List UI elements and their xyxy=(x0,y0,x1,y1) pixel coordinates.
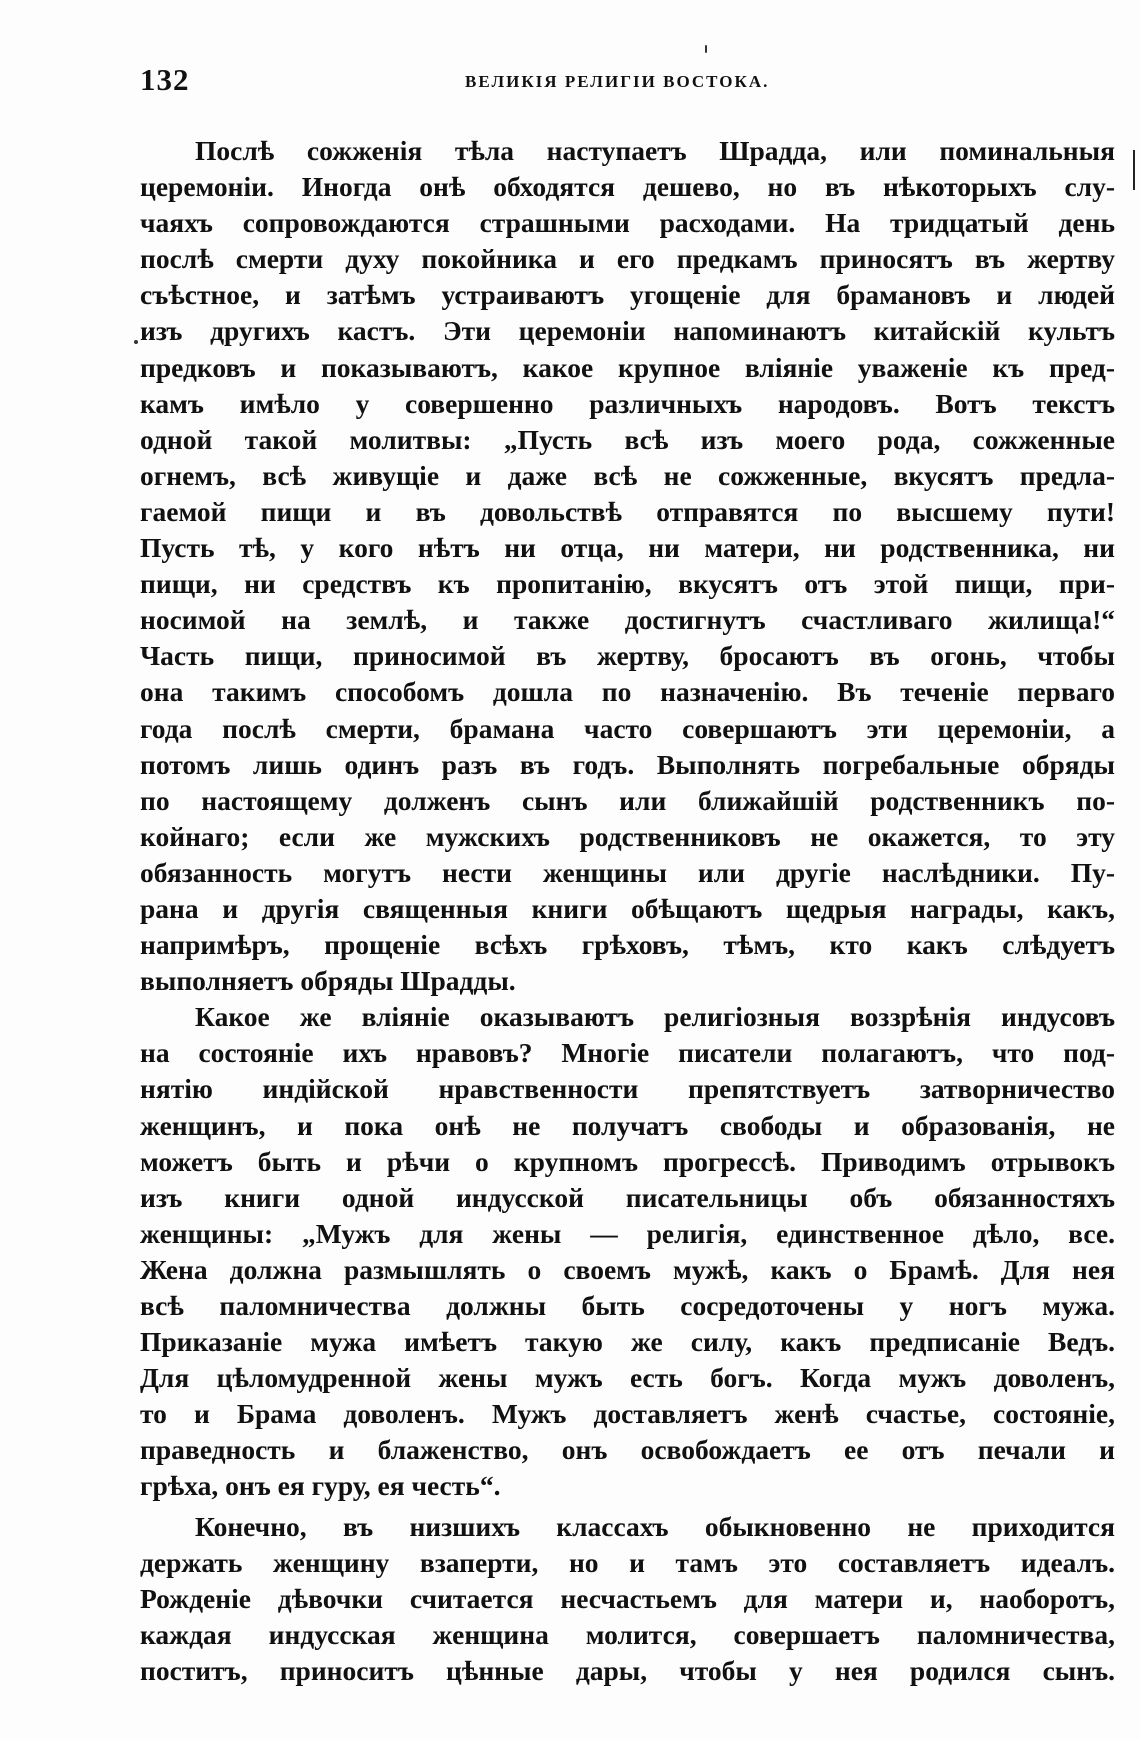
text-line: Рожденіе дѣвочки считается несчастьемъ для матери и, наоборотъ, xyxy=(140,1582,1115,1614)
text-line: женщины: „Мужъ для жены — религія, единственное дѣло, все. xyxy=(140,1217,1115,1249)
margin-rule xyxy=(1133,150,1135,190)
text-line: съѣстное, и затѣмъ устраиваютъ угощеніе для брамановъ и людей xyxy=(140,279,1115,311)
page-header xyxy=(140,62,1120,102)
paragraph-1 xyxy=(140,133,1115,999)
text-line: женщинъ, и пока онѣ не получатъ свободы и образованія, не xyxy=(140,1109,1115,1141)
text-line: Часть пищи, приносимой въ жертву, бросаютъ въ огонь, чтобы xyxy=(140,640,1115,672)
text-line: праведность и блаженство, онъ освобождаетъ ее отъ печали и xyxy=(140,1434,1115,1466)
text-line: изъ другихъ кастъ. Эти церемоніи напоминаютъ китайскій культъ xyxy=(140,315,1115,347)
text-line: то и Брама доволенъ. Мужъ доставляетъ женѣ счастье, состояніе, xyxy=(140,1398,1115,1430)
paragraph-3 xyxy=(140,1509,1115,1689)
text-line: Конечно, въ низшихъ классахъ обыкновенно не приходится xyxy=(195,1510,1115,1542)
text-line: одной такой молитвы: „Пусть всѣ изъ моего рода, сожженные xyxy=(140,423,1115,455)
text-line: можетъ быть и рѣчи о крупномъ прогрессѣ. Приводимъ отрывокъ xyxy=(140,1145,1115,1177)
text-line: по настоящему долженъ сынъ или ближайшій родственникъ по- xyxy=(140,784,1115,816)
text-line: койнаго; если же мужскихъ родственниковъ не окажется, то эту xyxy=(140,820,1115,852)
text-line: Какое же вліяніе оказываютъ религіозныя воззрѣнія индусовъ xyxy=(195,1001,1115,1033)
text-line: она такимъ способомъ дошла по назначенію. Въ теченіе перваго xyxy=(140,676,1115,708)
text-line: огнемъ, всѣ живущіе и даже всѣ не сожженные, вкусятъ предла- xyxy=(140,459,1115,491)
text-line: Приказаніе мужа имѣетъ такую же силу, какъ предписаніе Ведъ. xyxy=(140,1326,1115,1358)
text-line: на состояніе ихъ нравовъ? Многіе писатели полагаютъ, что под- xyxy=(140,1037,1115,1069)
text-line: Жена должна размышлять о своемъ мужѣ, какъ о Брамѣ. Для нея xyxy=(140,1253,1115,1285)
paragraph-2 xyxy=(140,999,1115,1504)
text-line: рана и другія священныя книги обѣщаютъ щедрыя награды, какъ, xyxy=(140,892,1115,924)
running-title: ВЕЛИКІЯ РЕЛИГІИ ВОСТОКА. xyxy=(465,72,770,91)
text-line: изъ книги одной индусской писательницы объ обязанностяхъ xyxy=(140,1181,1115,1213)
text-line: выполняетъ обряды Шрадды. xyxy=(140,965,516,997)
text-line: носимой на землѣ, и также достигнутъ счастливаго жилища!“ xyxy=(140,604,1115,636)
text-line: Пусть тѣ, у кого нѣтъ ни отца, ни матери, ни родственника, ни xyxy=(140,532,1115,564)
text-line: церемоніи. Иногда онѣ обходятся дешево, но въ нѣкоторыхъ слу- xyxy=(140,171,1115,203)
text-line: года послѣ смерти, брамана часто совершаютъ эти церемоніи, а xyxy=(140,712,1115,744)
text-line: потомъ лишь одинъ разъ въ годъ. Выполнять погребальные обряды xyxy=(140,748,1115,780)
text-line: предковъ и показываютъ, какое крупное вліяніе уваженіе къ пред- xyxy=(140,351,1115,383)
text-line: всѣ паломничества должны быть сосредоточены у ногъ мужа. xyxy=(140,1290,1115,1321)
margin-tick xyxy=(705,45,707,53)
text-line: поститъ, приноситъ цѣнные дары, чтобы у нея родился сынъ. xyxy=(140,1654,1115,1686)
body-text xyxy=(140,133,1115,1689)
text-line: чаяхъ сопровождаются страшными расходами. На тридцатый день xyxy=(140,207,1115,239)
text-line: грѣха, онъ ея гуру, ея честь“. xyxy=(140,1470,501,1502)
text-line: Для цѣломудренной жены мужъ есть богъ. Когда мужъ доволенъ, xyxy=(140,1362,1115,1394)
text-line: камъ имѣло у совершенно различныхъ народовъ. Вотъ текстъ xyxy=(140,387,1115,419)
text-line: держать женщину взаперти, но и тамъ это составляетъ идеалъ. xyxy=(140,1546,1115,1578)
text-line: послѣ смерти духу покойника и его предкамъ приносятъ въ жертву xyxy=(140,243,1115,275)
text-line: каждая индусская женщина молится, совершаетъ паломничества, xyxy=(140,1618,1115,1650)
text-line: пищи, ни средствъ къ пропитанію, вкусятъ отъ этой пищи, при- xyxy=(140,568,1115,600)
text-line: Послѣ сожженія тѣла наступаетъ Шрадда, или поминальныя xyxy=(195,135,1115,166)
text-line: напримѣръ, прощеніе всѣхъ грѣховъ, тѣмъ, кто какъ слѣдуетъ xyxy=(140,929,1115,961)
text-line: нятію индійской нравственности препятствуетъ затворничество xyxy=(140,1073,1115,1105)
page-number: 132 xyxy=(140,62,190,97)
text-line: обязанность могутъ нести женщины или другіе наслѣдники. Пу- xyxy=(140,856,1115,888)
margin-dot xyxy=(134,340,138,344)
text-line: гаемой пищи и въ довольствѣ отправятся по высшему пути! xyxy=(140,495,1115,527)
